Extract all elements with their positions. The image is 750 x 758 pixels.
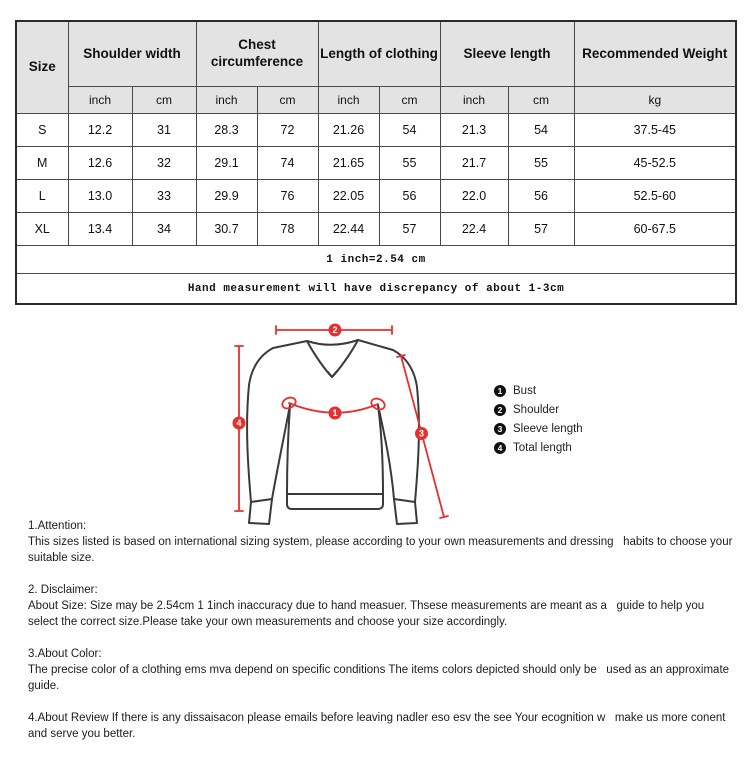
size-label: S [16,114,68,147]
table-cell: 78 [257,213,318,246]
sweater-measurement-diagram [225,315,475,530]
legend-label: Shoulder [513,403,560,416]
table-cell: 31 [132,114,196,147]
section-body: 4.About Review If there is any dissaisacon please emails before leaving nadler eso esv the see Your ecognition w make us more conent and serve you better. [28,712,729,740]
size-chart-table [15,20,737,305]
unit-header-row [16,87,736,114]
table-note-row [16,274,736,305]
table-row-xl [16,213,736,246]
table-cell: 13.4 [68,213,132,246]
table-cell: 12.2 [68,114,132,147]
table-cell: 29.1 [196,147,257,180]
legend-item-sleeve-length [494,419,583,438]
table-cell: 72 [257,114,318,147]
table-row-s [16,114,736,147]
legend-label: Bust [513,384,537,397]
table-cell: 55 [508,147,574,180]
section-heading: 2. Disclaimer: [28,584,98,596]
unit-header: inch [68,87,132,114]
table-cell: 56 [508,180,574,213]
table-cell: 57 [379,213,440,246]
table-cell: 30.7 [196,213,257,246]
unit-header: inch [196,87,257,114]
table-cell: 21.7 [440,147,508,180]
table-row-m [16,147,736,180]
table-cell: 33 [132,180,196,213]
column-header-size: Size [16,21,68,114]
section-about-review [28,710,736,742]
info-sections [28,518,736,758]
column-header-length-of-clothing: Length of clothing [318,21,440,87]
legend-item-bust [494,381,583,400]
column-header-chest-circumference: Chest circumference [196,21,318,87]
table-cell: 22.0 [440,180,508,213]
legend-number-badge: 2 [494,404,506,416]
section-heading: 3.About Color: [28,648,102,660]
section-body: About Size: Size may be 2.54cm 1 1inch inaccuracy due to hand measuer. Thsese measurements are meant as a guide to help you select the correct size.Please take your own measurements and choose your size accordingly. [28,600,708,628]
table-cell: 21.65 [318,147,379,180]
table-cell: 28.3 [196,114,257,147]
sleeve-marker [415,427,428,440]
table-note-inch-conversion: 1 inch=2.54 cm [16,246,736,274]
svg-text:1: 1 [332,408,338,419]
table-cell: 22.4 [440,213,508,246]
legend-number-badge: 3 [494,423,506,435]
column-header-recommended-weight: Recommended Weight [574,21,736,87]
legend-item-total-length [494,438,583,457]
table-cell: 22.44 [318,213,379,246]
size-label: M [16,147,68,180]
table-row-l [16,180,736,213]
table-cell: 52.5-60 [574,180,736,213]
section-heading: 1.Attention: [28,520,87,532]
legend-label: Sleeve length [513,422,583,435]
table-cell: 54 [508,114,574,147]
table-header-row [16,21,736,87]
table-cell: 76 [257,180,318,213]
shoulder-marker [329,324,342,337]
svg-text:3: 3 [418,428,425,439]
legend-number-badge: 4 [494,442,506,454]
section-about-color [28,646,736,694]
table-cell: 57 [508,213,574,246]
column-header-shoulder-width: Shoulder width [68,21,196,87]
section-attention [28,518,736,566]
size-label: L [16,180,68,213]
unit-header: cm [508,87,574,114]
measurement-legend [494,381,583,457]
column-header-sleeve-length: Sleeve length [440,21,574,87]
table-cell: 32 [132,147,196,180]
unit-header: cm [132,87,196,114]
table-note-row [16,246,736,274]
table-cell: 21.26 [318,114,379,147]
section-body: The precise color of a clothing ems mva depend on specific conditions The items colors depicted should only be used as an approximate guide. [28,664,733,692]
unit-header: inch [440,87,508,114]
legend-number-badge: 1 [494,385,506,397]
table-cell: 74 [257,147,318,180]
section-body: This sizes listed is based on international sizing system, please according to your own measurements and dressing habits to choose your suitable size. [28,536,736,564]
table-cell: 13.0 [68,180,132,213]
table-cell: 45-52.5 [574,147,736,180]
legend-item-shoulder [494,400,583,419]
legend-label: Total length [513,441,572,454]
svg-text:4: 4 [236,418,242,429]
table-cell: 22.05 [318,180,379,213]
size-label: XL [16,213,68,246]
table-cell: 12.6 [68,147,132,180]
svg-text:2: 2 [332,325,338,336]
unit-header-kg: kg [574,87,736,114]
table-cell: 55 [379,147,440,180]
table-note-discrepancy: Hand measurement will have discrepancy of about 1-3cm [16,274,736,305]
table-cell: 37.5-45 [574,114,736,147]
unit-header: cm [379,87,440,114]
table-cell: 29.9 [196,180,257,213]
table-cell: 60-67.5 [574,213,736,246]
unit-header: inch [318,87,379,114]
table-cell: 34 [132,213,196,246]
bust-marker [329,407,342,420]
section-disclaimer [28,582,736,630]
total-length-marker [233,417,246,430]
table-cell: 21.3 [440,114,508,147]
sweater-outline [247,340,419,524]
table-cell: 54 [379,114,440,147]
unit-header: cm [257,87,318,114]
table-cell: 56 [379,180,440,213]
